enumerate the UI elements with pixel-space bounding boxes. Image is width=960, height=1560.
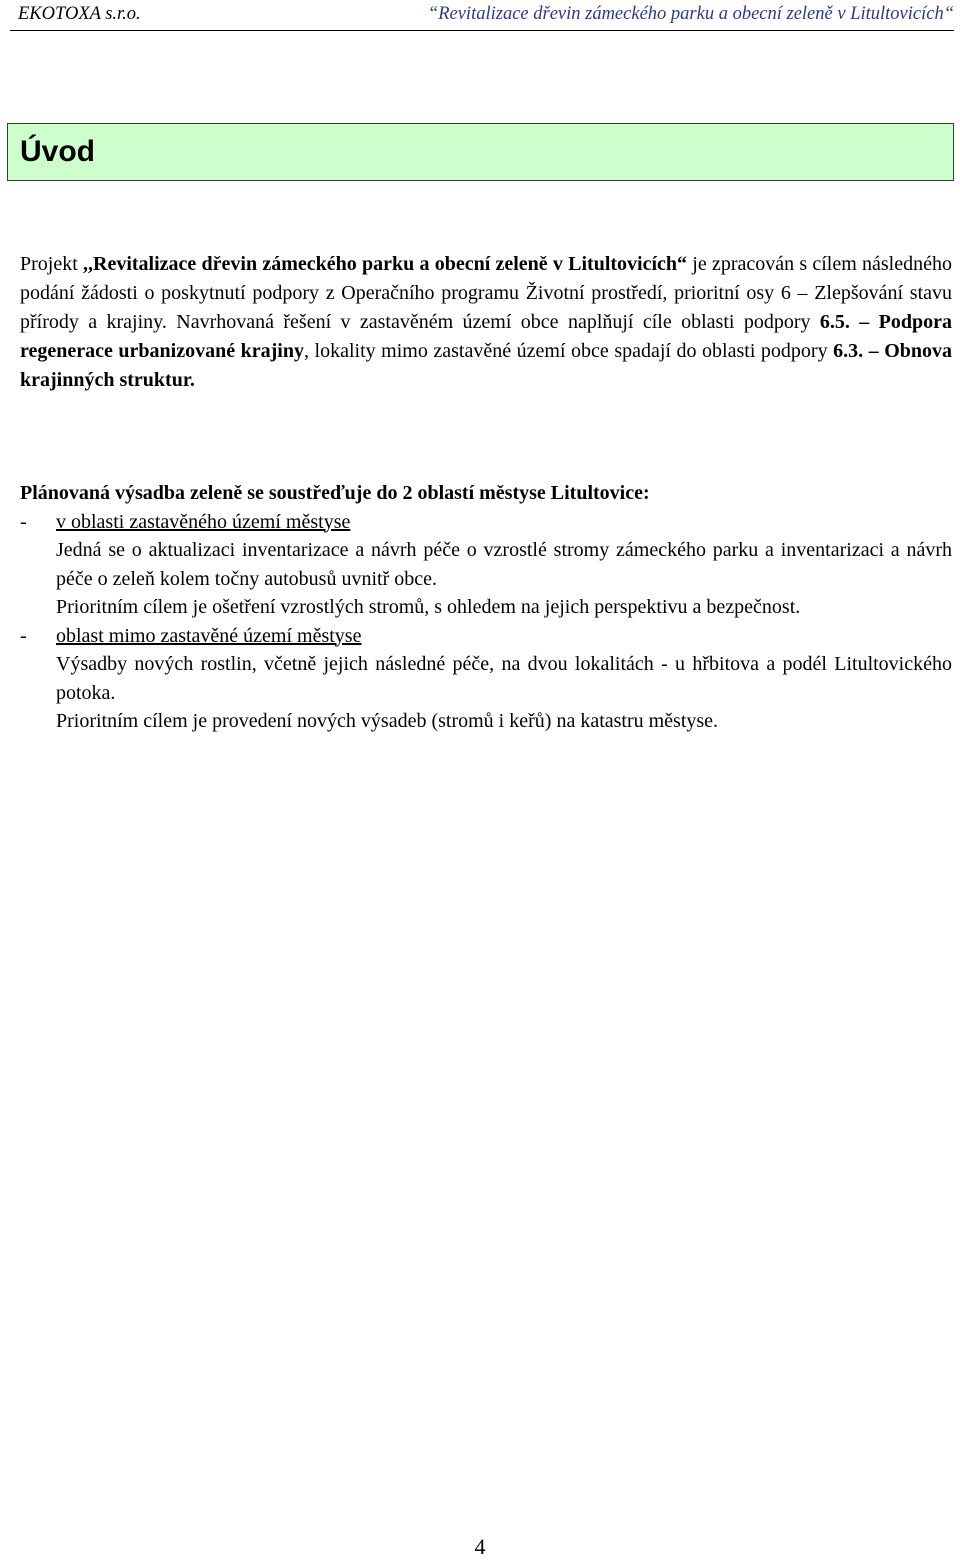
- planned-planting-section: [20, 479, 952, 736]
- document-title: “Revitalizace dřevin zámeckého parku a obecní zeleně v Litultovicích“: [427, 4, 954, 24]
- section-heading-box: [7, 123, 954, 181]
- page-header: [0, 0, 960, 28]
- support-area-6-3: 6.3. – Obnova krajinných struktur.: [20, 340, 952, 391]
- planned-planting-heading: Plánovaná výsadba zeleně se soustřeďuje do 2 oblastí městyse Litultovice:: [20, 482, 650, 504]
- page-number: 4: [474, 1534, 486, 1559]
- support-area-6-5: 6.5. – Podpora regenerace urbanizované krajiny: [20, 311, 952, 362]
- area-paragraph: Jedná se o aktualizaci inventarizace a návrh péče o vzrostlé stromy zámeckého parku a inventarizaci a návrh péče o zeleň kolem točny autobusů uvnitř obce.: [56, 539, 952, 590]
- area-title-outside: oblast mimo zastavěné území městyse: [56, 624, 362, 647]
- intro-text-3: , lokality mimo zastavěné území obce spadají do oblasti podpory: [304, 340, 834, 362]
- list-dash: -: [20, 510, 27, 533]
- intro-paragraph: [20, 250, 952, 395]
- area-title-built-up: v oblasti zastavěného území městyse: [56, 510, 351, 533]
- list-dash: -: [20, 624, 27, 647]
- area-goal: Prioritním cílem je ošetření vzrostlých stromů, s ohledem na jejich perspektivu a bezpečnost.: [56, 596, 801, 618]
- section-title: Úvod: [20, 135, 95, 168]
- area-item: [20, 508, 952, 537]
- intro-text-2: je zpracován s cílem následného podání žádosti o poskytnutí podpory z Operačního programu Životní prostředí, prioritní osy 6 – Zlepšování stavu přírody a krajiny. Navrhovaná řešení v zastavěném území obce naplňují cíle oblasti podpory: [20, 253, 952, 333]
- project-name: ,,Revitalizace dřevin zámeckého parku a obecní zeleně v Litultovicích“: [83, 253, 688, 275]
- area-goal: Prioritním cílem je provedení nových výsadeb (stromů i keřů) na katastru městyse.: [56, 710, 719, 732]
- area-item: [20, 622, 952, 651]
- company-name: EKOTOXA s.r.o.: [18, 4, 141, 24]
- header-divider: [10, 30, 954, 31]
- area-paragraph: Výsadby nových rostlin, včetně jejich následné péče, na dvou lokalitách - u hřbitova a podél Litultovického potoka.: [56, 653, 952, 704]
- intro-text-1: Projekt: [20, 253, 84, 275]
